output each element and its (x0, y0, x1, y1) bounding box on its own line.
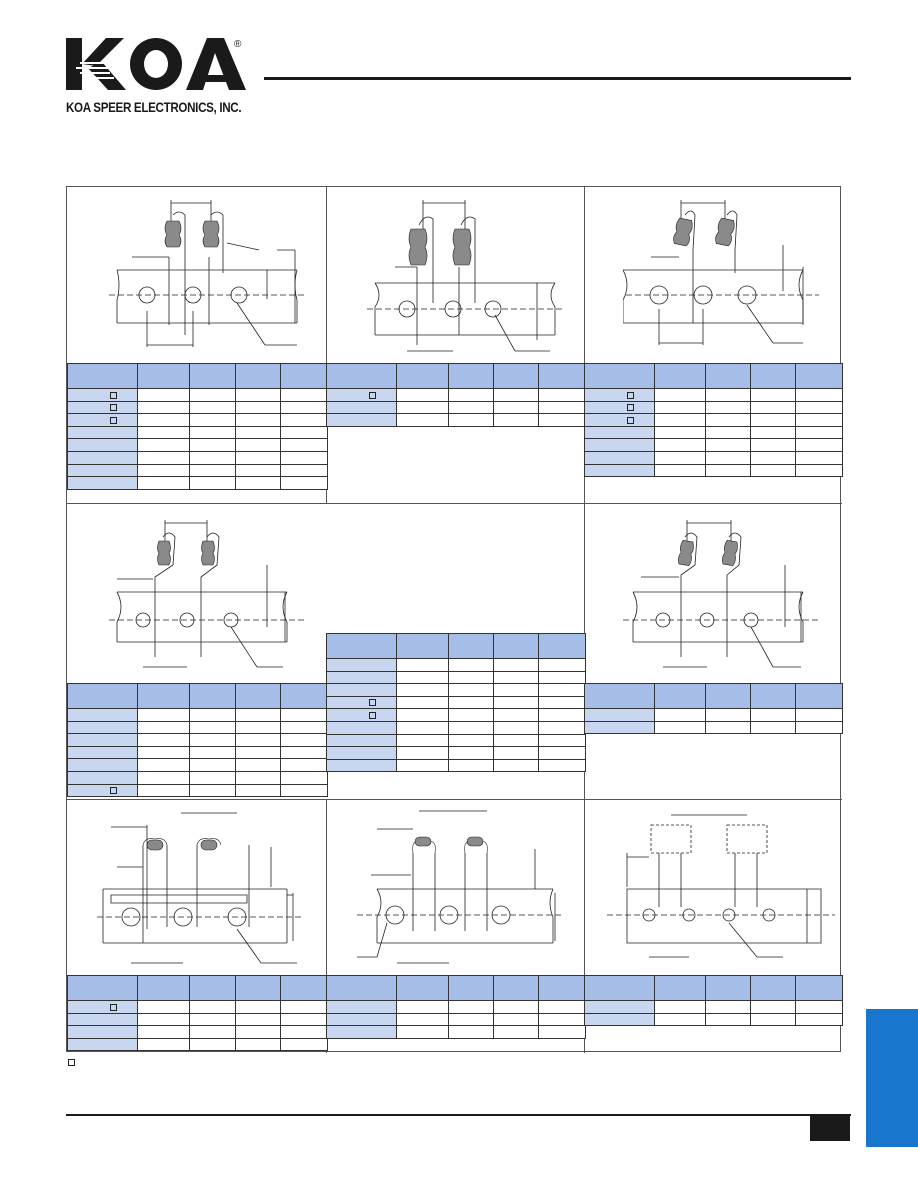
note-marker-icon (110, 417, 117, 424)
spec-table-4 (67, 683, 328, 797)
divider (67, 503, 842, 504)
taping-spec-frame (66, 186, 841, 1052)
note-marker-icon (110, 404, 117, 411)
note-marker-icon (627, 417, 634, 424)
note-marker-icon (110, 787, 117, 794)
spec-table-1 (67, 363, 328, 490)
spec-table-7 (67, 975, 328, 1051)
note-marker-icon (110, 1004, 117, 1011)
taping-diagram-5 (623, 517, 823, 677)
taping-diagram-7 (357, 807, 567, 967)
spec-table-9 (584, 975, 843, 1026)
note-marker-icon (369, 712, 376, 719)
taping-diagram-3 (623, 195, 823, 355)
header-rule (264, 77, 851, 80)
page-number-box (810, 1116, 850, 1141)
note-marker-icon (68, 1059, 75, 1066)
note-marker-icon (369, 392, 376, 399)
spec-table-5 (326, 633, 586, 772)
company-name: KOA SPEER ELECTRONICS, INC. (66, 99, 242, 115)
registered-mark: ® (234, 39, 242, 50)
note-marker-icon (369, 699, 376, 706)
section-side-tab (866, 1009, 918, 1147)
note-marker-icon (627, 404, 634, 411)
spec-table-6 (584, 683, 843, 734)
spec-table-2 (326, 363, 586, 427)
taping-diagram-8 (607, 807, 837, 967)
divider (67, 799, 842, 800)
taping-diagram-1 (107, 195, 307, 355)
note-marker-icon (627, 392, 634, 399)
taping-diagram-2 (365, 195, 565, 355)
spec-table-8 (326, 975, 586, 1039)
footer-rule (66, 1114, 851, 1116)
note-marker-icon (110, 392, 117, 399)
taping-diagram-4 (107, 517, 307, 677)
spec-table-3 (584, 363, 843, 477)
taping-diagram-6 (97, 807, 307, 967)
